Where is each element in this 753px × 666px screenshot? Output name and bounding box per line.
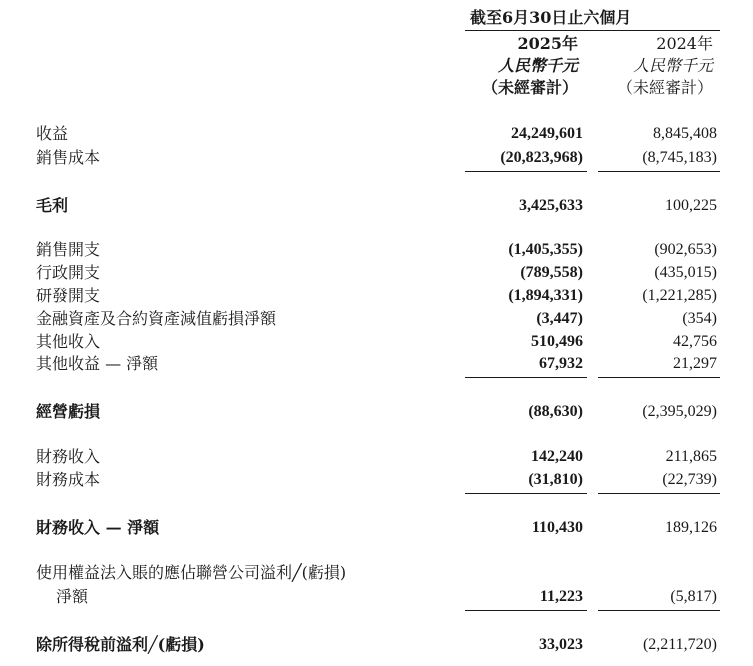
row-profit-before-tax-2025: 33,023 bbox=[539, 636, 583, 653]
col-2024-currency: 人民幣千元 bbox=[632, 56, 713, 75]
row-net-finance-income-2025: 110,430 bbox=[531, 519, 583, 536]
row-gross-profit-label: 毛利 bbox=[36, 196, 69, 215]
row-admin-expenses-2024: (435,015) bbox=[654, 264, 717, 281]
row-finance-costs-label: 財務成本 bbox=[36, 470, 101, 489]
row-revenue-label: 收益 bbox=[36, 124, 69, 143]
row-finance-income-2025: 142,240 bbox=[531, 448, 583, 465]
row-finance-costs-2024: (22,739) bbox=[662, 471, 717, 488]
col-2024-year: 2024年 bbox=[656, 34, 713, 53]
row-finance-income-2024: 211,865 bbox=[665, 448, 717, 465]
col-2025-currency: 人民幣千元 bbox=[497, 56, 578, 75]
row-finance-costs-2025: (31,810) bbox=[528, 471, 583, 488]
row-other-income-2024: 42,756 bbox=[673, 333, 717, 350]
row-gross-profit-2025: 3,425,633 bbox=[519, 197, 583, 214]
period-rule bbox=[465, 30, 720, 31]
subtotal-rule-2025 bbox=[465, 171, 587, 172]
row-impairment-label: 金融資產及合約資產減值虧損淨額 bbox=[36, 309, 277, 328]
row-share-of-associates-2025: 11,223 bbox=[539, 588, 583, 605]
subtotal-rule-2025 bbox=[465, 493, 587, 494]
row-selling-expenses-2025: (1,405,355) bbox=[508, 241, 583, 258]
row-rnd-expenses-label: 研發開支 bbox=[36, 286, 101, 305]
row-admin-expenses-label: 行政開支 bbox=[36, 263, 101, 282]
row-share-of-associates-net-label: 淨額 bbox=[56, 587, 89, 606]
col-2025-year: 2025年 bbox=[517, 34, 578, 53]
row-operating-loss-2025: (88,630) bbox=[528, 403, 583, 420]
row-admin-expenses-2025: (789,558) bbox=[520, 264, 583, 281]
subtotal-rule-2025 bbox=[465, 610, 587, 611]
col-2025-audit: （未經審計） bbox=[481, 78, 578, 97]
subtotal-rule-2025 bbox=[465, 377, 587, 378]
row-profit-before-tax-2024: (2,211,720) bbox=[642, 636, 717, 653]
row-selling-expenses-label: 銷售開支 bbox=[36, 240, 101, 259]
row-operating-loss-label: 經營虧損 bbox=[36, 402, 101, 421]
row-operating-loss-2024: (2,395,029) bbox=[642, 403, 717, 420]
row-cost-of-sales-label: 銷售成本 bbox=[36, 148, 101, 167]
row-finance-income-label: 財務收入 bbox=[36, 447, 101, 466]
row-revenue-2024: 8,845,408 bbox=[653, 125, 717, 142]
row-cost-of-sales-2024: (8,745,183) bbox=[642, 149, 717, 166]
period-header: 截至6月30日止六個月 bbox=[470, 8, 632, 27]
row-profit-before-tax-label: 除所得稅前溢利╱(虧損) bbox=[36, 635, 205, 654]
row-other-income-2025: 510,496 bbox=[531, 333, 583, 350]
row-rnd-expenses-2024: (1,221,285) bbox=[642, 287, 717, 304]
col-2024-audit: （未經審計） bbox=[616, 78, 713, 97]
row-net-finance-income-2024: 189,126 bbox=[665, 519, 717, 536]
subtotal-rule-2024 bbox=[598, 377, 720, 378]
row-selling-expenses-2024: (902,653) bbox=[654, 241, 717, 258]
row-share-of-associates-label: 使用權益法入賬的應佔聯營公司溢利╱(虧損) bbox=[36, 563, 347, 582]
row-rnd-expenses-2025: (1,894,331) bbox=[508, 287, 583, 304]
row-cost-of-sales-2025: (20,823,968) bbox=[500, 149, 583, 166]
row-other-income-label: 其他收入 bbox=[36, 332, 101, 351]
row-net-finance-income-label: 財務收入 — 淨額 bbox=[36, 518, 160, 537]
row-other-gains-2024: 21,297 bbox=[673, 355, 717, 372]
row-share-of-associates-2024: (5,817) bbox=[670, 588, 717, 605]
row-impairment-2024: (354) bbox=[682, 310, 717, 327]
subtotal-rule-2024 bbox=[598, 610, 720, 611]
subtotal-rule-2024 bbox=[598, 493, 720, 494]
row-impairment-2025: (3,447) bbox=[536, 310, 583, 327]
row-revenue-2025: 24,249,601 bbox=[511, 125, 583, 142]
row-other-gains-label: 其他收益 — 淨額 bbox=[36, 354, 159, 373]
subtotal-rule-2024 bbox=[598, 171, 720, 172]
row-gross-profit-2024: 100,225 bbox=[665, 197, 717, 214]
row-other-gains-2025: 67,932 bbox=[539, 355, 583, 372]
